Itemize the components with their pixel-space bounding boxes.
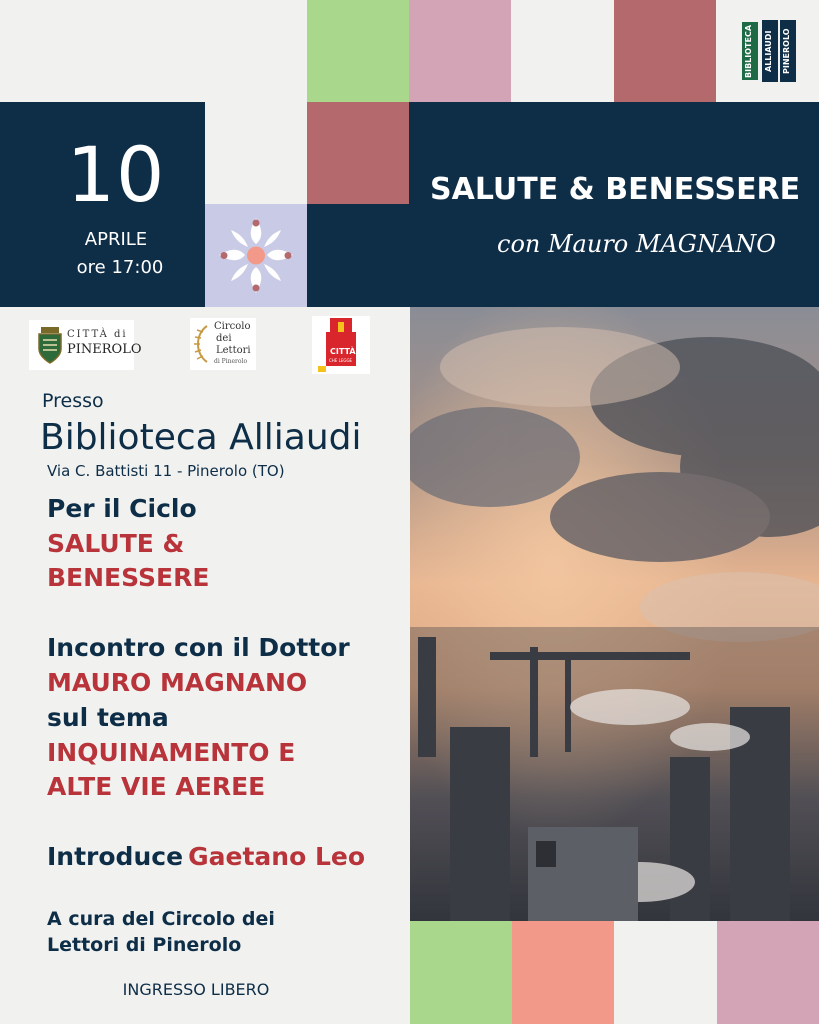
partner-line: PINEROLO [67, 342, 142, 357]
color-block-rose-header [307, 102, 409, 204]
color-block-pink-bottom [717, 921, 819, 1024]
color-block-salmon-bottom [512, 921, 614, 1024]
doctor-name: MAURO MAGNANO [47, 668, 308, 697]
color-block-green-top [307, 0, 409, 102]
venue-name: Biblioteca Alliaudi [40, 417, 362, 458]
smokestacks-image [410, 307, 819, 921]
event-time: ore 17:00 [76, 257, 164, 278]
logo-bar: BIBLIOTECA [742, 22, 758, 80]
venue-address: Via C. Battisti 11 - Pinerolo (TO) [47, 462, 285, 480]
decorative-flower-tile [205, 204, 307, 307]
circolo-dei-lettori-logo [190, 318, 256, 370]
theme-label: sul tema [47, 703, 169, 732]
color-block-green-bottom [410, 921, 512, 1024]
organizer-line: Lettori di Pinerolo [47, 934, 242, 956]
partner-line: CITTÀ [330, 347, 356, 356]
event-day: 10 [66, 130, 166, 219]
meeting-intro: Incontro con il Dottor [47, 633, 350, 662]
citta-di-pinerolo-logo [29, 320, 142, 370]
event-title: SALUTE & BENESSERE [430, 172, 801, 207]
color-block-rose-top [614, 0, 716, 102]
logo-bar: ALLIAUDI [762, 20, 778, 82]
color-block-pink-top [409, 0, 511, 102]
biblioteca-alliaudi-logo [740, 20, 800, 82]
wreath-icon [191, 322, 213, 366]
industrial-smoke-photo [410, 307, 819, 921]
coat-of-arms-icon [35, 325, 65, 365]
organizer-line: A cura del Circolo dei [47, 908, 275, 930]
navy-filler [307, 204, 409, 307]
introducer-name: Gaetano Leo [188, 842, 366, 871]
topic-line: ALTE VIE AEREE [47, 772, 266, 801]
partner-line: CITTÀ di [67, 329, 128, 340]
logo-bar: PINEROLO [780, 20, 796, 82]
cycle-name-line: BENESSERE [47, 563, 210, 592]
partner-line: Circolo [214, 321, 251, 332]
citta-che-legge-icon [312, 316, 370, 374]
introducer [47, 842, 365, 871]
partner-line: Lettori [216, 345, 251, 356]
flower-ornament-icon [205, 204, 307, 307]
cycle-intro: Per il Ciclo [47, 494, 197, 523]
event-month: APRILE [84, 229, 148, 250]
introducer-label: Introduce [47, 842, 184, 871]
cycle-name-line: SALUTE & [47, 529, 185, 558]
partner-line: di Pinerolo [214, 358, 248, 365]
topic-line: INQUINAMENTO E [47, 738, 296, 767]
admission-note: INGRESSO LIBERO [122, 980, 270, 999]
partner-line: dei [216, 333, 232, 344]
event-speaker: con Mauro MAGNANO [497, 230, 776, 258]
venue-label: Presso [42, 390, 104, 412]
citta-che-legge-logo [312, 316, 370, 374]
partner-line: CHE LEGGE [329, 358, 353, 363]
